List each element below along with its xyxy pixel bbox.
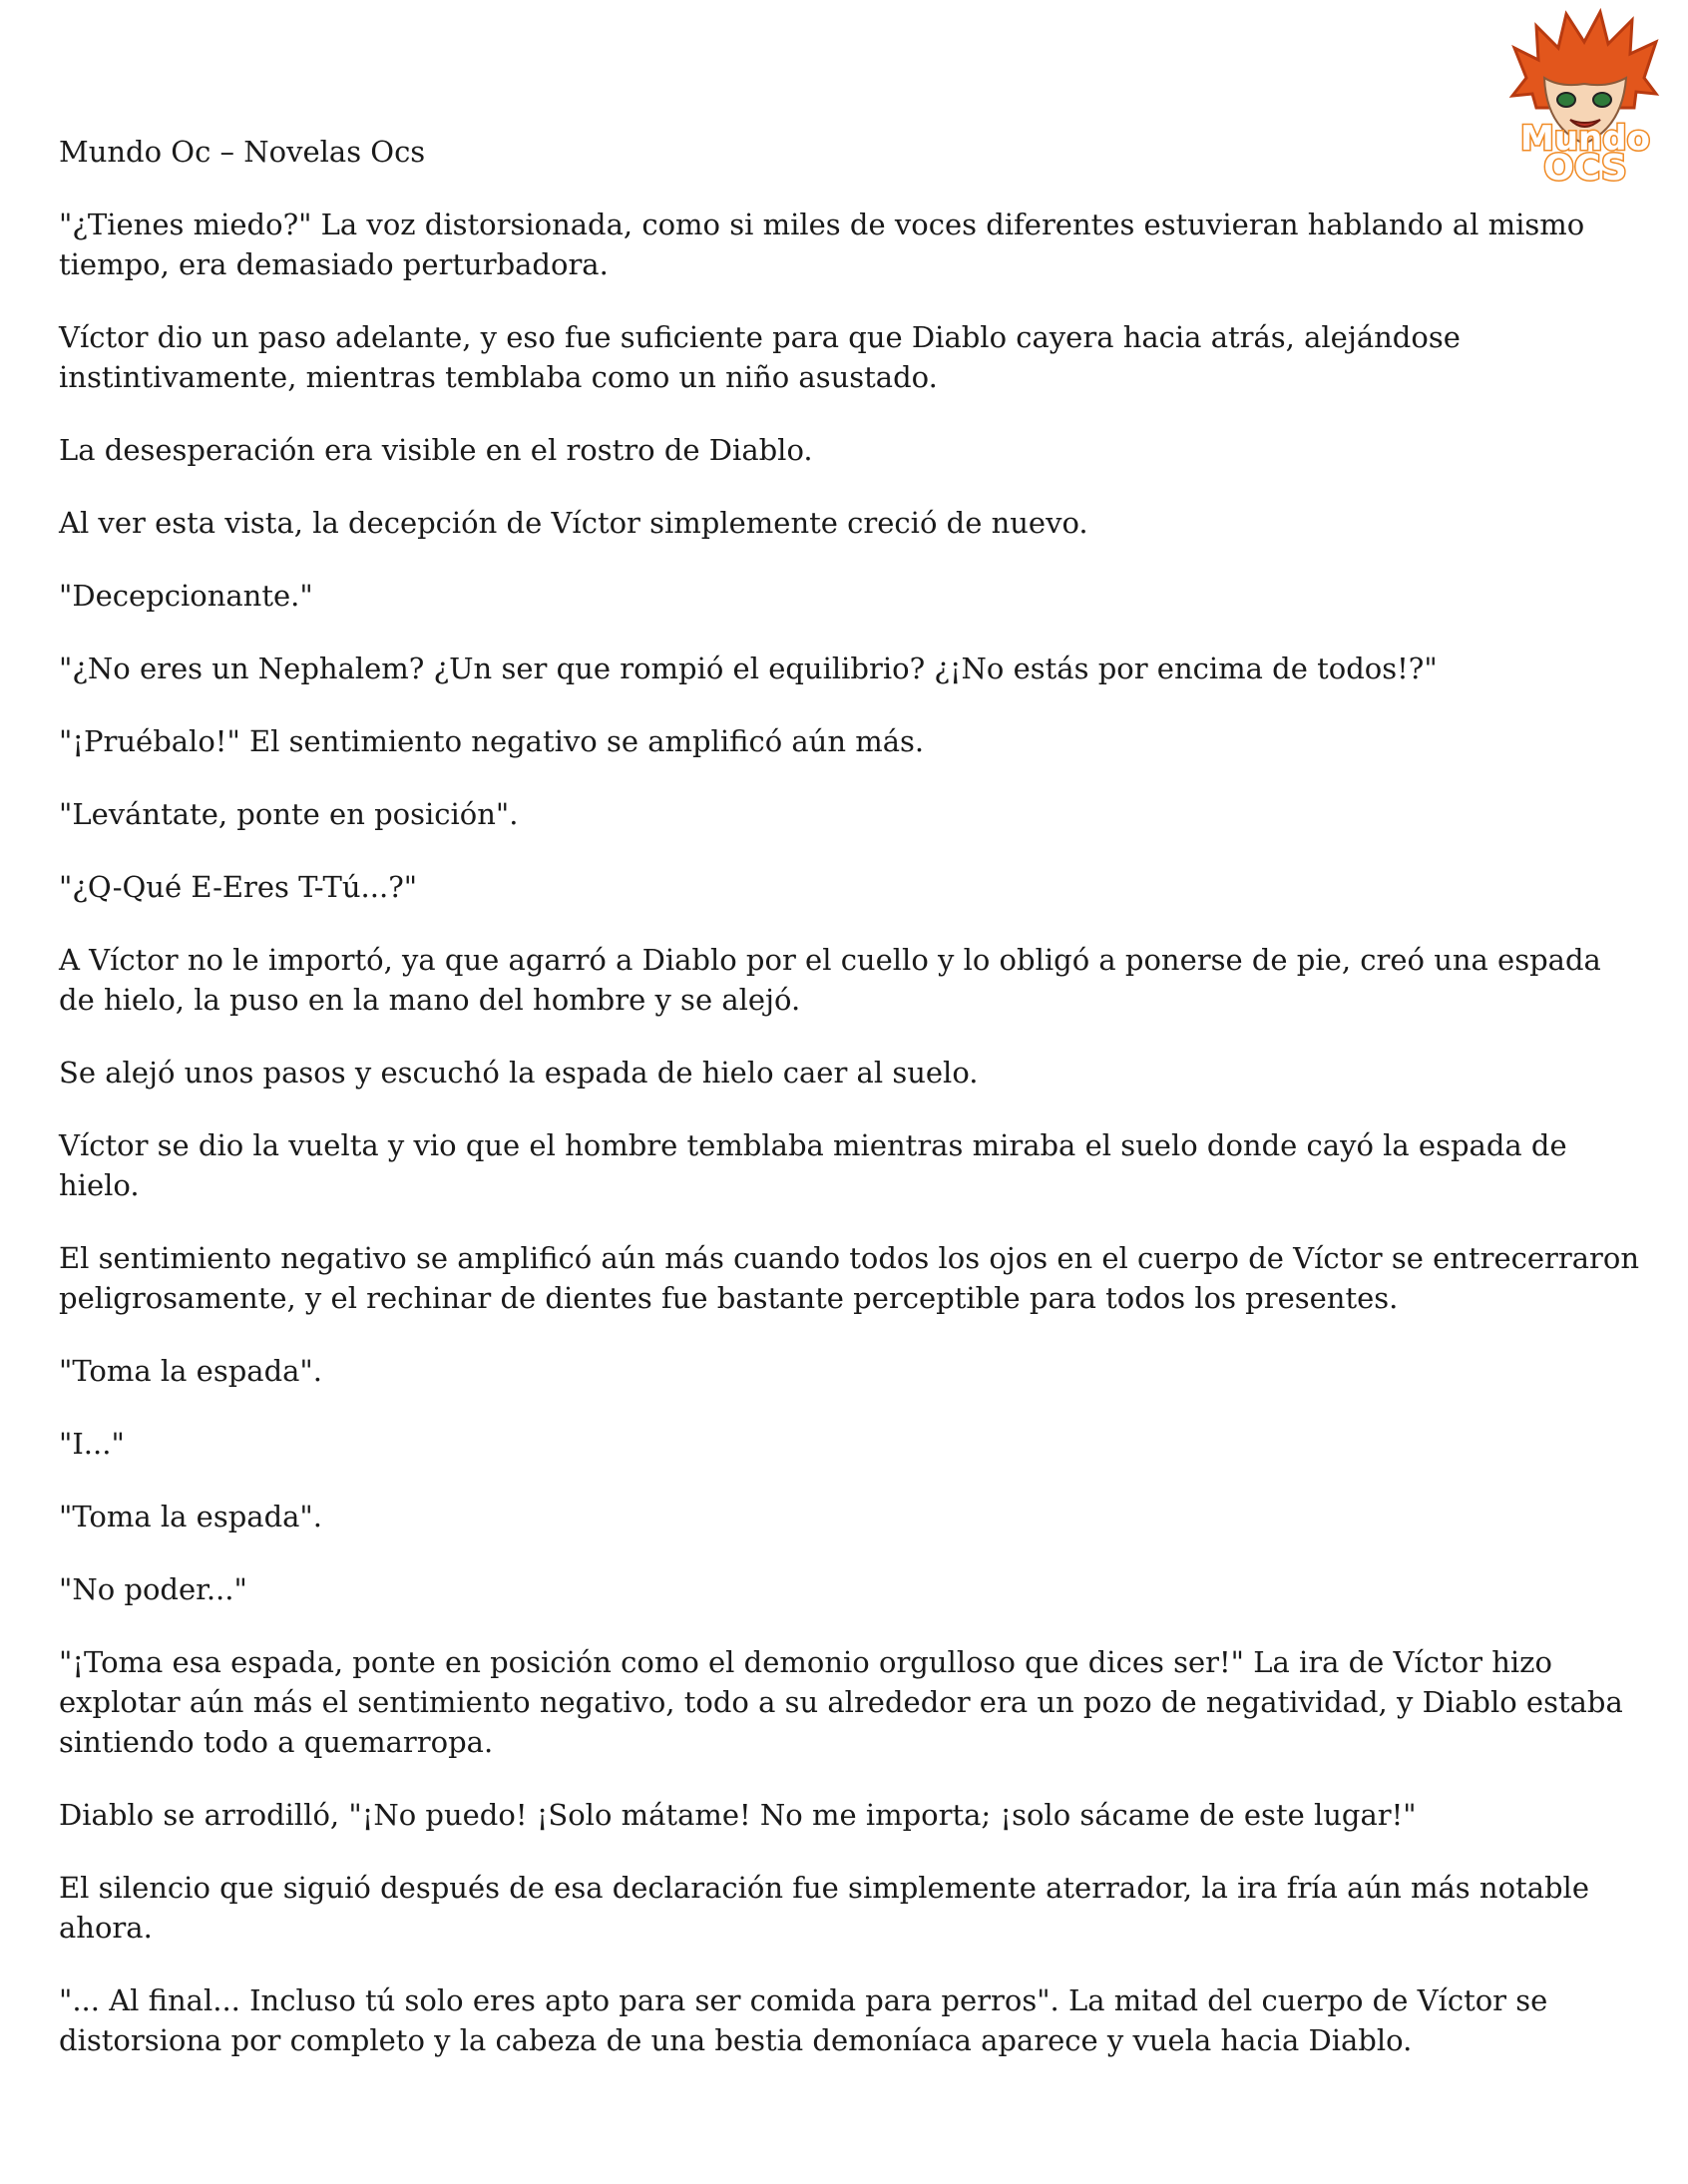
- paragraph: "Decepcionante.": [59, 579, 313, 613]
- paragraph: El sentimiento negativo se amplificó aún más cuando todos los ojos en el cuerpo de Víctor se entrecerraron peligrosamente, y el rechinar de dientes fue bastante perceptible para todos los presentes.: [59, 1241, 1640, 1315]
- paragraph: Víctor dio un paso adelante, y eso fue suficiente para que Diablo cayera hacia atrás, alejándose instintivamente, mientras temblaba como un niño asustado.: [59, 320, 1461, 394]
- logo-text-top: Mundo: [1520, 119, 1650, 159]
- logo-left-eye: [1557, 93, 1575, 107]
- paragraph: "¡Toma esa espada, ponte en posición como el demonio orgulloso que dices ser!" La ira de Víctor hizo explotar aún más el sentimiento negativo, todo a su alrededor era un pozo de negatividad, y Diablo estaba sintiendo todo a quemarropa.: [59, 1645, 1623, 1759]
- paragraph: "No poder...": [59, 1572, 247, 1606]
- document-header: Mundo Oc – Novelas Ocs: [59, 135, 426, 169]
- paragraph: Al ver esta vista, la decepción de Víctor simplemente creció de nuevo.: [59, 506, 1088, 540]
- paragraph: "¿No eres un Nephalem? ¿Un ser que rompió el equilibrio? ¿¡No estás por encima de todos!?": [59, 652, 1438, 685]
- paragraph: "¿Tienes miedo?" La voz distorsionada, como si miles de voces diferentes estuvieran hablando al mismo tiempo, era demasiado perturbadora.: [59, 208, 1585, 281]
- paragraph: El silencio que siguió después de esa declaración fue simplemente aterrador, la ira fría aún más notable ahora.: [59, 1871, 1589, 1945]
- document-body: [59, 132, 1645, 2093]
- paragraph: A Víctor no le importó, ya que agarró a Diablo por el cuello y lo obligó a ponerse de pie, creó una espada de hielo, la puso en la mano del hombre y se alejó.: [59, 943, 1601, 1017]
- paragraph: Víctor se dio la vuelta y vio que el hombre temblaba mientras miraba el suelo donde cayó la espada de hielo.: [59, 1128, 1567, 1202]
- paragraph: Diablo se arrodilló, "¡No puedo! ¡Solo mátame! No me importa; ¡solo sácame de este lugar!": [59, 1798, 1417, 1832]
- paragraph: "Toma la espada".: [59, 1354, 322, 1388]
- logo-text-bottom: OCS: [1543, 148, 1627, 184]
- paragraph: Se alejó unos pasos y escuchó la espada de hielo caer al suelo.: [59, 1056, 979, 1090]
- logo-right-eye: [1593, 93, 1611, 107]
- paragraph: "¿Q-Qué E-Eres T-Tú...?": [59, 870, 418, 904]
- paragraph: "... Al final... Incluso tú solo eres apto para ser comida para perros". La mitad del cuerpo de Víctor se distorsiona por completo y la cabeza de una bestia demoníaca aparece y vuela hacia Diablo.: [59, 1983, 1548, 2057]
- paragraph: "Levántate, ponte en posición".: [59, 797, 519, 831]
- paragraph: La desesperación era visible en el rostro de Diablo.: [59, 433, 813, 467]
- paragraph: "I...": [59, 1427, 125, 1461]
- paragraph: "¡Pruébalo!" El sentimiento negativo se amplificó aún más.: [59, 724, 925, 758]
- paragraph: "Toma la espada".: [59, 1500, 322, 1533]
